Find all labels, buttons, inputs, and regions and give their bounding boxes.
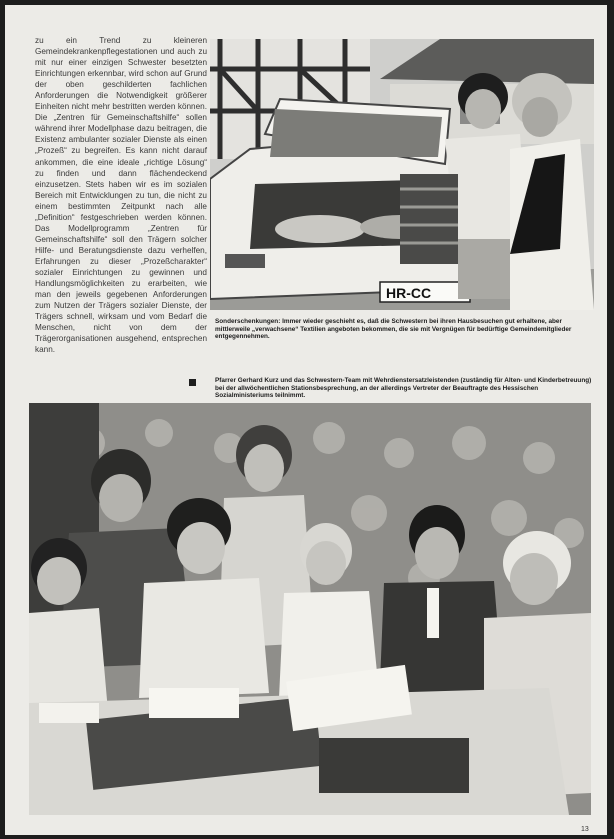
license-plate: HR-CC: [386, 285, 432, 301]
article-end-mark: [189, 379, 196, 386]
article-body-column: zu ein Trend zu kleineren Gemeindekrankenpflegestationen und auch zu mit nur einer einzigen Schwester besetzten Einrichtungen erkennbar, wird schon auf Grund der oben geschilderten fachlichen Anforderungen die Notwendigkeit größerer Einheiten nicht mehr bestritten werden können. Die „Zentren für Gemeinschaftshilfe“ sollen während ihrer Modellphase dazu beitragen, die Existenz ambulanter sozialer Dienste als einen „Prozeß“ zu begreifen. Es kann nicht darauf ankommen, die eine ideale „richtige Lösung“ zu finden und dann flächendeckend einzusetzen. Stets haben wir es im sozialen Bereich mit Entwicklungen zu tun, die nicht zu einem bestimmten Zeitpunkt nach alle „Definition“ festgeschrieben werden können. Das Modellprogramm „Zentren für Gemeinschaftshilfe“ soll den Trägern solcher Hilfe- und Beratungsdienste dazu verhelfen, Erfahrungen zu dieser „Prozeßcharakter“ sozialer Einrichtungen zu gewinnen und Handlungsmöglichkeiten zu erarbeiten, wie man den jeweils gegebenen Anforderungen zum Nutzen der Trägers sozialer Dienste, der Trägers schnell, wirksam und vom Bedarf die Menschen, nicht von dem der Trägerorganisationen ausgehend, entsprechen kann.: [35, 36, 207, 355]
magazine-page: [5, 5, 607, 835]
team-meeting-photo: [29, 403, 591, 815]
bottom-photo-caption: Pfarrer Gerhard Kurz und das Schwestern-Team mit Wehrdienstersatzleistenden (zuständig für Alten- und Kinderbetreuung) bei der allwöchentlichen Stationsbesprechung, an der allerdings Vertreter der Beauftragte des Hessischen Sozialministeriums teilnimmt.: [215, 377, 592, 400]
top-photo-caption: Sonderschenkungen: Immer wieder geschieht es, daß die Schwestern bei ihren Hausbesuchen gut erhaltene, aber mittlerweile „verwachsene“ Textilien angeboten bekommen, die sie mit Vergnügen für bedürftige Gemeindemitglieder entgegennehmen.: [215, 318, 572, 341]
page-number: 13: [581, 826, 589, 833]
car-trunk-photo: [210, 39, 594, 310]
